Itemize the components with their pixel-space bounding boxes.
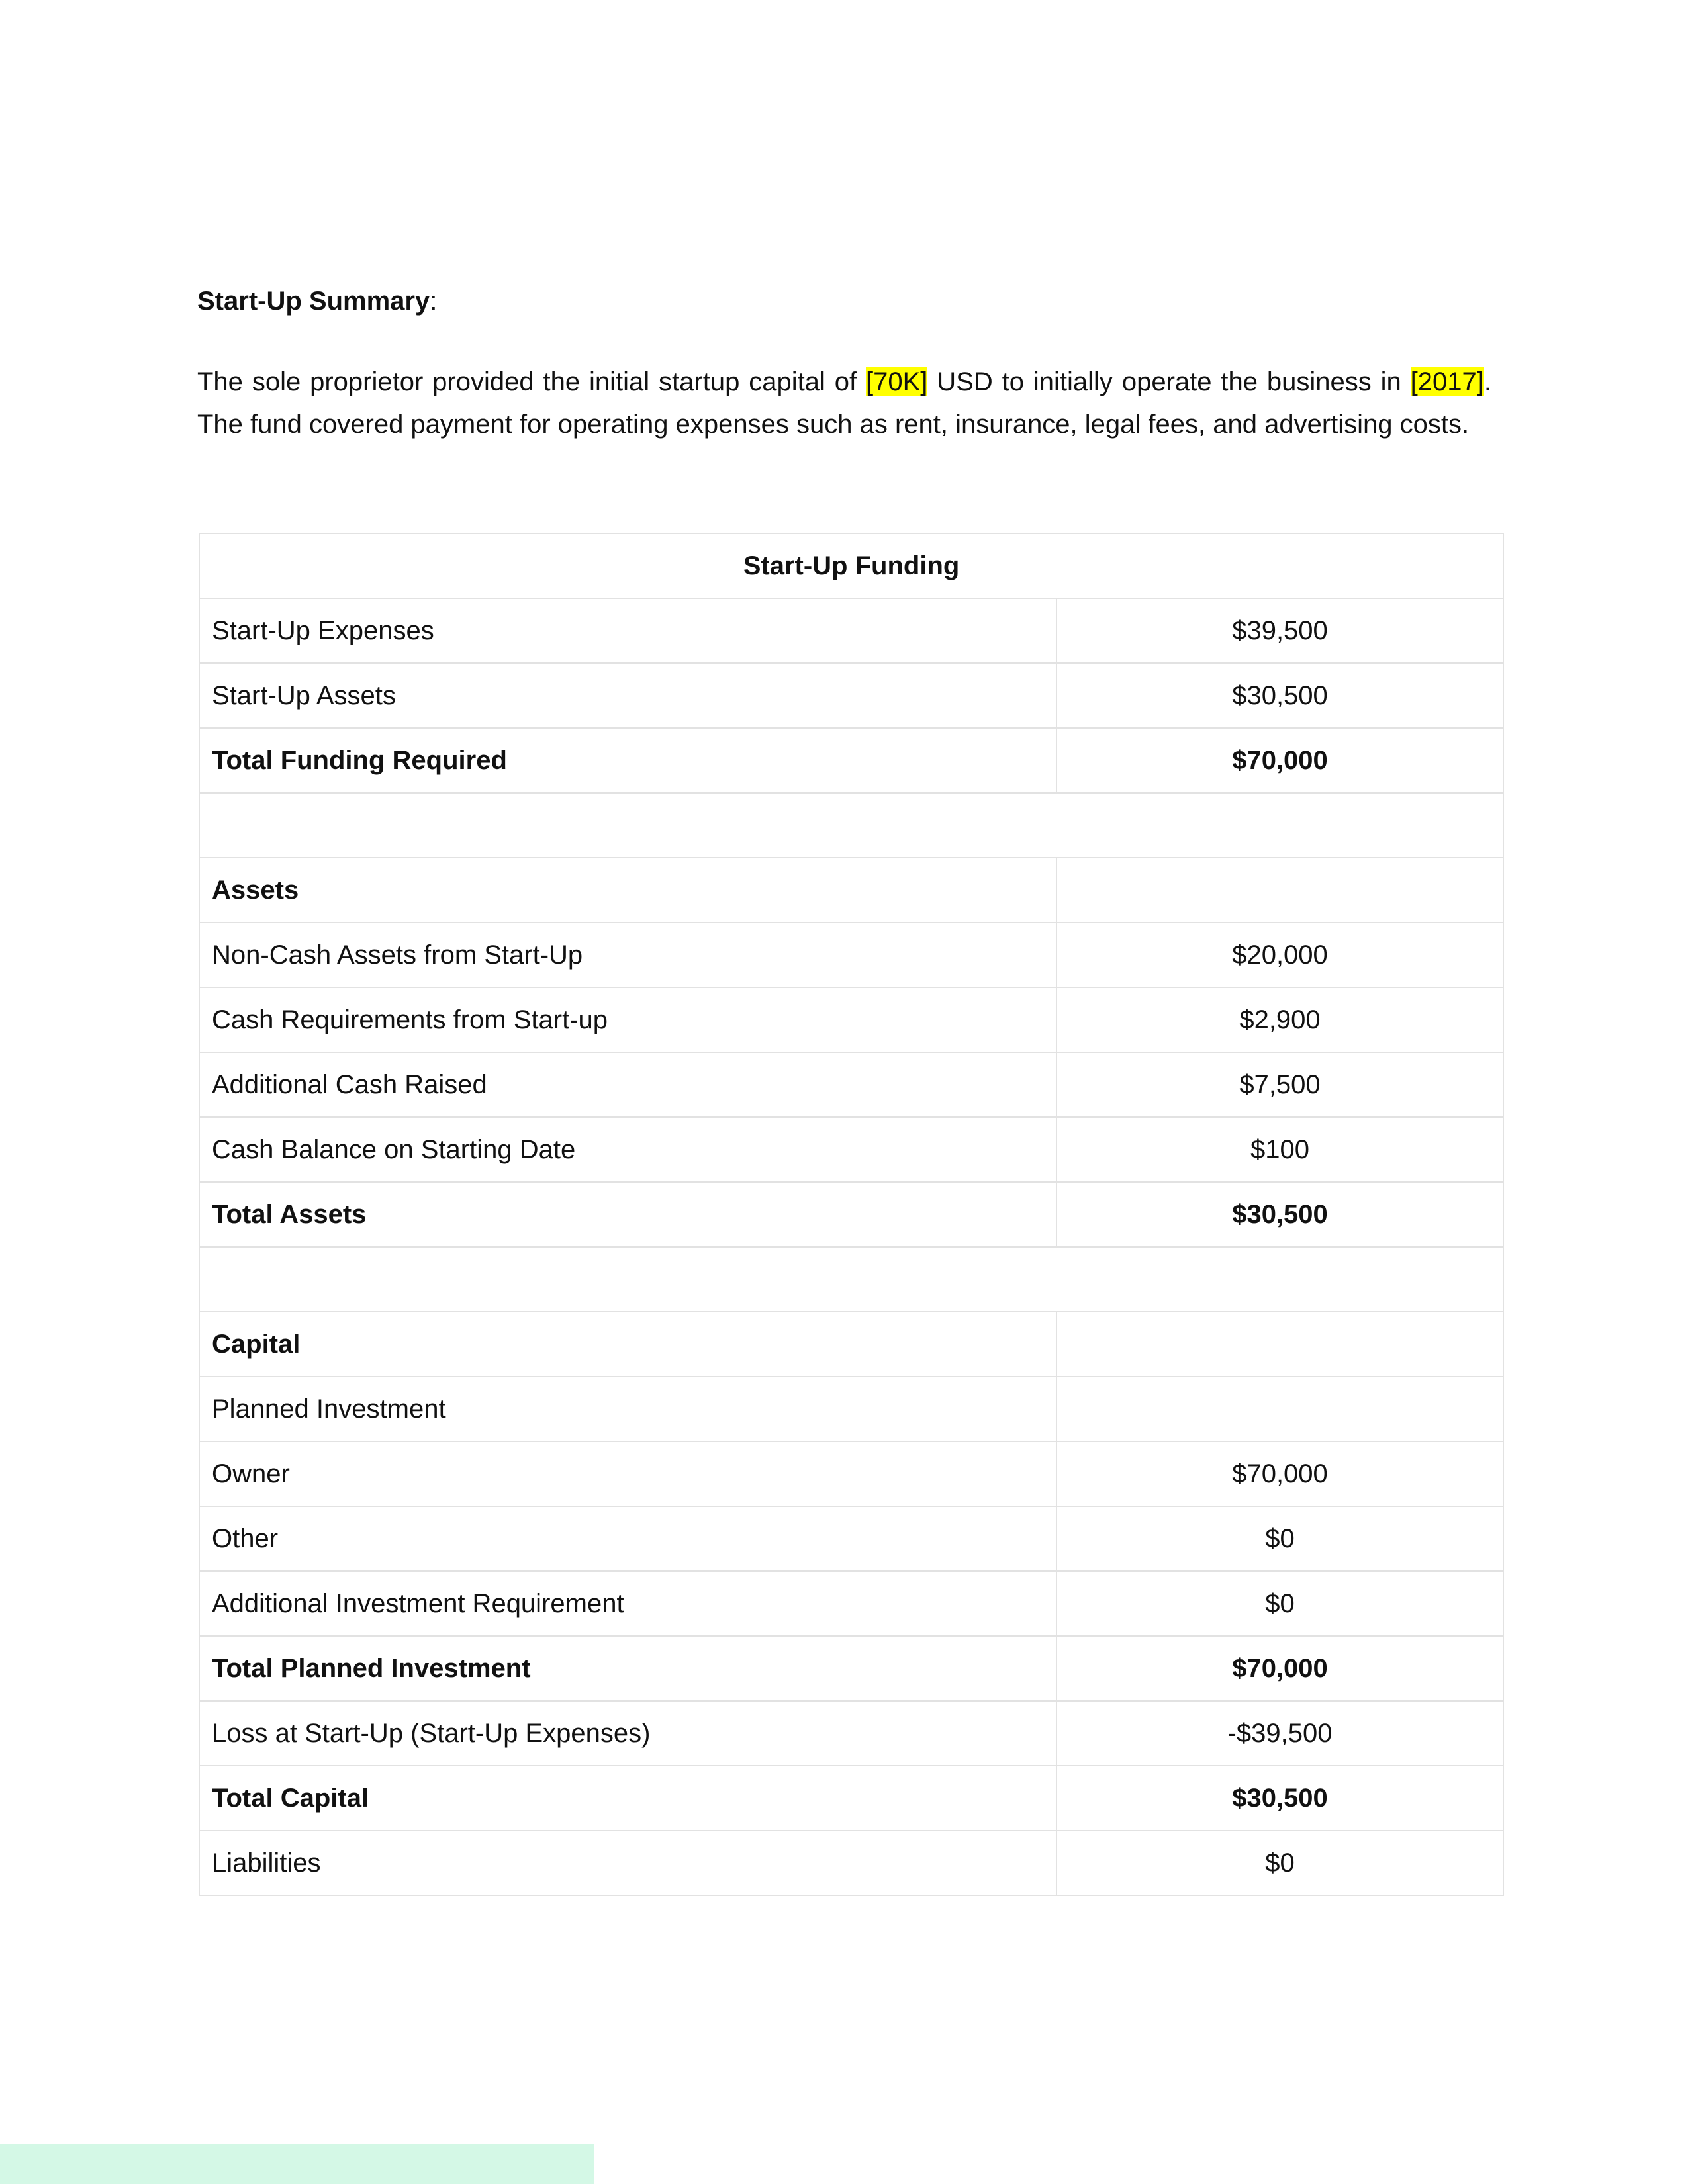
row-value: $0 [1056, 1571, 1503, 1636]
spacer-cell [199, 793, 1503, 858]
table-row [199, 598, 1503, 663]
row-value: $70,000 [1056, 728, 1503, 793]
section-heading-label: Start-Up Summary [197, 287, 430, 316]
row-value: $30,500 [1056, 1766, 1503, 1831]
table-row [199, 1052, 1503, 1117]
table-section-row [199, 1312, 1503, 1377]
row-value [1056, 1312, 1503, 1377]
table-section-row [199, 858, 1503, 923]
row-value: $30,500 [1056, 663, 1503, 728]
table-spacer-row [199, 1247, 1503, 1312]
row-label: Start-Up Assets [199, 663, 1056, 728]
row-label: Non-Cash Assets from Start-Up [199, 923, 1056, 987]
table-row [199, 1441, 1503, 1506]
row-value: $70,000 [1056, 1636, 1503, 1701]
table-row-total [199, 1182, 1503, 1247]
row-value: $7,500 [1056, 1052, 1503, 1117]
table-spacer-row [199, 793, 1503, 858]
row-value: $20,000 [1056, 923, 1503, 987]
table-row [199, 987, 1503, 1052]
table-row [199, 923, 1503, 987]
row-label: Cash Requirements from Start-up [199, 987, 1056, 1052]
row-value [1056, 858, 1503, 923]
row-label: Other [199, 1506, 1056, 1571]
paragraph-text-3: . The fund covered payment for operating expenses such as rent, insurance, legal fees, and advertising costs. [197, 367, 1492, 439]
row-label: Liabilities [199, 1831, 1056, 1895]
row-label: Owner [199, 1441, 1056, 1506]
table-title: Start-Up Funding [199, 533, 1503, 598]
footer-accent-bar [0, 2144, 594, 2184]
section-heading [197, 281, 437, 321]
spacer-cell [199, 1247, 1503, 1312]
row-label: Planned Investment [199, 1377, 1056, 1441]
summary-paragraph [197, 361, 1491, 445]
row-value: $2,900 [1056, 987, 1503, 1052]
table-row [199, 1506, 1503, 1571]
row-label: Start-Up Expenses [199, 598, 1056, 663]
table-row [199, 1701, 1503, 1766]
paragraph-text-2: USD to initially operate the business in [927, 367, 1411, 396]
row-label: Total Planned Investment [199, 1636, 1056, 1701]
table-row [199, 1377, 1503, 1441]
row-value: $30,500 [1056, 1182, 1503, 1247]
row-value: $39,500 [1056, 598, 1503, 663]
row-label: Total Capital [199, 1766, 1056, 1831]
row-value [1056, 1377, 1503, 1441]
table-row-total [199, 1766, 1503, 1831]
table-row [199, 1571, 1503, 1636]
row-label: Total Funding Required [199, 728, 1056, 793]
row-label: Additional Cash Raised [199, 1052, 1056, 1117]
section-label: Capital [199, 1312, 1056, 1377]
table-row [199, 1831, 1503, 1895]
table-title-row [199, 533, 1503, 598]
startup-funding-table [199, 533, 1504, 1896]
row-label: Total Assets [199, 1182, 1056, 1247]
highlighted-year: [2017] [1410, 367, 1484, 396]
table-row-total [199, 728, 1503, 793]
row-label: Loss at Start-Up (Start-Up Expenses) [199, 1701, 1056, 1766]
row-value: $0 [1056, 1506, 1503, 1571]
table-row-total [199, 1636, 1503, 1701]
table-row [199, 1117, 1503, 1182]
section-label: Assets [199, 858, 1056, 923]
row-value: $70,000 [1056, 1441, 1503, 1506]
section-heading-colon: : [430, 287, 438, 316]
row-value: $100 [1056, 1117, 1503, 1182]
paragraph-text-1: The sole proprietor provided the initial startup capital of [197, 367, 866, 396]
row-label: Cash Balance on Starting Date [199, 1117, 1056, 1182]
row-value: $0 [1056, 1831, 1503, 1895]
row-label: Additional Investment Requirement [199, 1571, 1056, 1636]
highlighted-amount: [70K] [866, 367, 928, 396]
table-row [199, 663, 1503, 728]
row-value: -$39,500 [1056, 1701, 1503, 1766]
